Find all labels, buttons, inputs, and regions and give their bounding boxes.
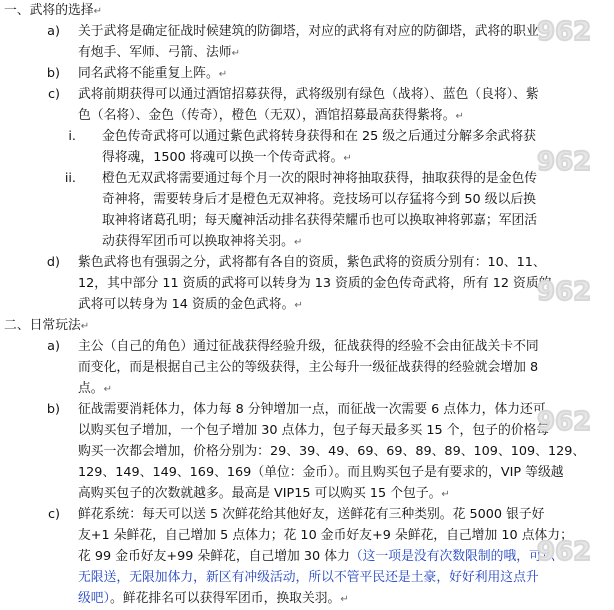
section-heading-2: 二、日常玩法↵ xyxy=(4,318,90,333)
item-line: 得将魂，1500 将魂可以换一个传奇武将。↵ xyxy=(102,150,352,165)
watermark-text: 962 xyxy=(537,277,592,307)
item-line: 征战需要消耗体力，体力每 8 分钟增加一点，而征战一次需要 6 点体力，体力还可 xyxy=(78,402,546,417)
list-marker: c) xyxy=(47,87,60,102)
item-line: 武将可以转身为 14 资质的金色武将。↵ xyxy=(78,297,303,312)
section-heading-1: 一、武将的选择↵ xyxy=(4,3,102,18)
item-line: 花 99 金币好友+99 朵鲜花，自己增加 30 体力（这一项是没有次数限制的哦，可以 xyxy=(78,549,555,564)
item-line: 主公（自己的角色）通过征战获得经验升级，征战获得的经验不会由征战关卡不同 xyxy=(78,339,539,354)
item-line: 奇神将，需要转身后才是橙色无双神将。竞技场可以存猛将今到 50 级以后换 xyxy=(102,192,536,207)
highlight-note: 无限送，无限加体力，新区有冲级活动，所以不管平民还是土豪，好好利用这点升 xyxy=(78,570,539,585)
item-line: 而变化，而是根据自己主公的等级获得，主公每升一级征战获得的经验就会增加 8 xyxy=(78,360,539,375)
item-line: 关于武将是确定征战时候建筑的防御塔，对应的武将有对应的防御塔，武将的职业 xyxy=(78,24,539,39)
item-line: 级吧）。鲜花排名可以获得军团币，换取关羽。↵ xyxy=(78,591,349,606)
watermark-text: 962 xyxy=(537,147,592,177)
item-line: 鲜花系统：每天可以送 5 次鲜花给其他好友，送鲜花有三种类别。花 5000 银子好 xyxy=(78,507,545,522)
watermark-text: 962 xyxy=(537,17,592,47)
item-line: 金色传奇武将可以通过紫色武将转身获得和在 25 级之后通过分解多余武将获 xyxy=(102,129,536,144)
item-line: 以购买包子增加，一个包子增加 30 点体力，包子每天最多买 15 个，包子的价格每 xyxy=(78,423,550,438)
item-line: 取神将诸葛孔明；每天魔神活动排名获得荣耀币也可以换取神将郭嘉；军团活 xyxy=(102,213,538,228)
list-marker: a) xyxy=(47,339,60,354)
list-marker: d) xyxy=(46,255,60,270)
list-marker: c) xyxy=(47,507,60,522)
item-line: 橙色无双武将需要通过每个月一次的限时神将抽取获得，抽取获得的是金色传 xyxy=(102,171,538,186)
item-line: 紫色武将也有强弱之分，武将都有各自的资质，紫色武将的资质分别有：10、11、 xyxy=(78,255,546,270)
item-line: 点。↵ xyxy=(78,381,112,396)
item-line: 同名武将不能重复上阵。↵ xyxy=(78,66,228,81)
watermark-text: 962 xyxy=(537,537,592,567)
list-marker: a) xyxy=(47,24,60,39)
item-line: 动获得军团币可以换取神将关羽。↵ xyxy=(102,234,303,249)
item-line: 12，其中部分 11 资质的武将可以转身为 13 资质的金色传奇武将，所有 12 资质的 xyxy=(78,276,552,291)
list-marker: b) xyxy=(46,402,60,417)
item-line: 高购买包子的次数就越多。最高是 VIP15 可以购买 15 个包子。↵ xyxy=(78,486,450,501)
list-marker: i. xyxy=(68,129,76,144)
highlight-note: （这一项是没有次数限制的哦，可以 xyxy=(349,549,555,564)
item-line: 购买一次都会增加，价格分别为：29、39、49、69、69、89、89、109、109、129、 xyxy=(78,444,586,459)
item-line: 有炮手、军师、弓箭、法师↵ xyxy=(78,45,240,60)
item-line: 友+1 朵鲜花，自己增加 5 点体力；花 10 金币好友+9 朵鲜花，自己增加 10 点体力； xyxy=(78,528,573,543)
item-line: 色（名将）、金色（传奇），橙色（无双），酒馆招募最高获得紫将。↵ xyxy=(78,108,464,123)
list-marker: ii. xyxy=(64,171,76,186)
item-line: 武将前期获得可以通过酒馆招募获得，武将级别有绿色（战将）、蓝色（良将）、紫 xyxy=(78,87,539,102)
item-line: 129、149、149、169、169（单位：金币）。而且购买包子是有要求的，VIP 等级越 xyxy=(78,465,564,480)
watermark-text: 962 xyxy=(537,407,592,437)
list-marker: b) xyxy=(46,66,60,81)
